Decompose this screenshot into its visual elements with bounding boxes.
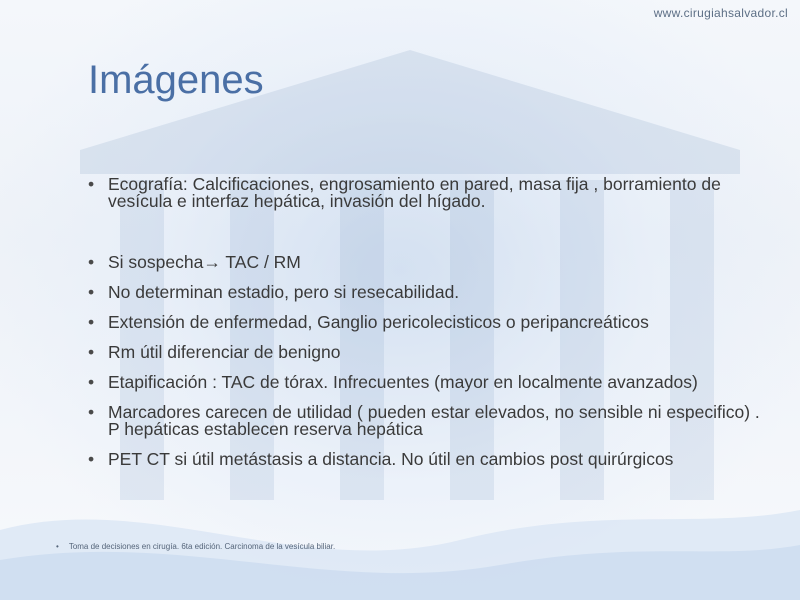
bullet-item: • PET CT si útil metástasis a distancia. No útil en cambios post quirúrgicos <box>88 451 768 468</box>
bullet-item: • Etapificación : TAC de tórax. Infrecuentes (mayor en localmente avanzados) <box>88 374 768 391</box>
footnote <box>56 542 335 551</box>
wave-decoration <box>0 470 800 600</box>
bullet-item: • Marcadores carecen de utilidad ( pueden estar elevados, no sensible ni especifico) . P hepáticas establecen reserva hepática <box>88 404 768 438</box>
bullet-list <box>88 176 768 481</box>
website-url: www.cirugiahsalvador.cl <box>653 6 788 20</box>
slide-title: Imágenes <box>88 58 264 102</box>
bullet-item: • Ecografía: Calcificaciones, engrosamiento en pared, masa fija , borramiento de vesícula e interfaz hepática, invasión del hígado. <box>88 176 768 210</box>
bullet-item: • Rm útil diferenciar de benigno <box>88 344 768 361</box>
footnote-text: Toma de decisiones en cirugía. 6ta edición. Carcinoma de la vesícula biliar. <box>68 542 336 551</box>
footnote-bullet: • <box>56 542 59 551</box>
bullet-item: • Si sospecha→ TAC / RM <box>88 254 768 271</box>
bullet-item: • No determinan estadio, pero si resecabilidad. <box>88 284 768 301</box>
bullet-item: • Extensión de enfermedad, Ganglio pericolecisticos o peripancreáticos <box>88 314 768 331</box>
